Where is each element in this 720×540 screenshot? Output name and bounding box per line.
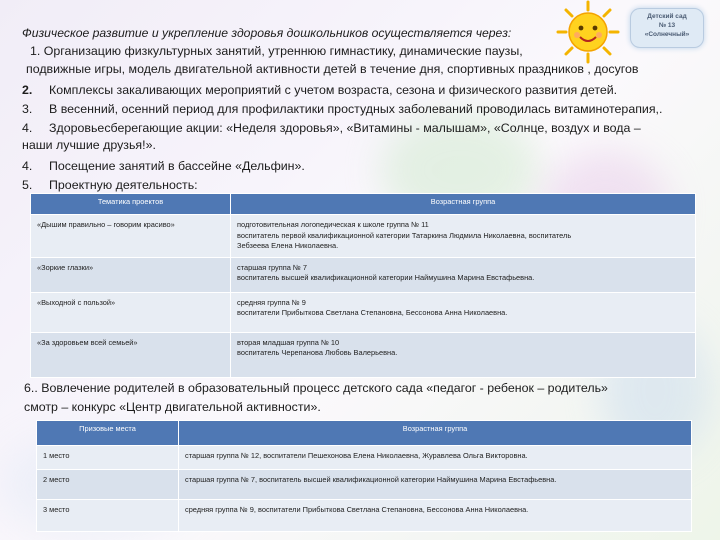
column-header: Возрастная группа xyxy=(231,194,696,215)
sun-icon xyxy=(556,0,620,64)
project-group xyxy=(231,292,696,332)
logo-line: «Солнечный» xyxy=(644,31,690,38)
table-row xyxy=(31,292,696,332)
item-text: В весенний, осенний период для профилактики простудных заболеваний проводилась витаминотерапия,. xyxy=(49,102,663,116)
item-number: 4. xyxy=(22,121,33,135)
list-item-1-cont: подвижные игры, модель двигательной активности детей в течение дня, спортивных праздников , досугов xyxy=(26,62,639,76)
list-item-6-parents: 6.. Вовлечение родителей в образовательный процесс детского сада «педагог - ребенок – родитель» xyxy=(24,381,608,395)
list-item-5 xyxy=(22,158,305,175)
group-teacher: воспитатель Черепанова Любовь Валерьевна. xyxy=(237,348,398,357)
list-item-4-cont: наши лучшие друзья!». xyxy=(22,138,156,152)
table-row xyxy=(31,215,696,258)
group-teacher: воспитатели Прибытковa Светлана Степановна, Бессонова Анна Николаевна. xyxy=(237,308,508,317)
table-header-row xyxy=(31,194,696,215)
project-topic: «Дышим правильно – говорим красиво» xyxy=(31,215,231,258)
prize-group: средняя группа № 9, воспитатели Прибыткова Светлана Степановна, Бессонова Анна Николаевна. xyxy=(179,500,692,532)
item-number: 2. xyxy=(22,83,33,97)
logo-line: Детский сад xyxy=(647,13,687,20)
prize-place: 3 место xyxy=(37,500,179,532)
table-row xyxy=(37,500,692,532)
list-item-2 xyxy=(22,82,617,99)
item-number: 4. xyxy=(22,159,33,173)
item-text: Посещение занятий в бассейне «Дельфин». xyxy=(49,159,305,173)
item-number: 5. xyxy=(22,178,33,192)
group-name: средняя группа № 9 xyxy=(237,297,306,307)
prize-group: старшая группа № 7, воспитатель высшей квалификационной категории Наймушина Марина Евстафьевна. xyxy=(179,470,692,500)
item-text: Здоровьесберегающие акции: «Неделя здоровья», «Витамины - малышам», «Солнце, воздух и вода – xyxy=(49,121,641,135)
group-teacher: воспитатель первой квалификационной категории Татаркина Людмила Николаевна, воспитатель xyxy=(237,230,572,240)
logo-badge xyxy=(630,8,704,48)
project-group xyxy=(231,215,696,258)
project-group xyxy=(231,332,696,377)
table-row xyxy=(37,446,692,470)
list-item-3 xyxy=(22,101,662,118)
table-row xyxy=(31,332,696,377)
item-text: Комплексы закаливающих мероприятий с учетом возраста, сезона и физического развития детей. xyxy=(49,83,618,97)
prize-group: старшая группа № 12, воспитатели Пешехонова Елена Николаевна, Журавлева Ольга Викторовна. xyxy=(179,446,692,470)
list-item-6 xyxy=(22,177,198,194)
table-row xyxy=(31,257,696,292)
page-title: Физическое развитие и укрепление здоровья дошкольников осуществляется через: xyxy=(22,26,512,40)
list-item-1: 1. Организацию физкультурных занятий, утреннюю гимнастику, динамические паузы, xyxy=(30,44,523,58)
group-name: старшая группа № 7 xyxy=(237,262,307,272)
project-topic: «Зоркие глазки» xyxy=(31,257,231,292)
group-teacher: Зебзеева Елена Николаевна. xyxy=(237,241,339,250)
item-number: 3. xyxy=(22,102,33,116)
prize-place: 1 место xyxy=(37,446,179,470)
column-header: Призовые места xyxy=(37,421,179,446)
column-header: Тематика проектов xyxy=(31,194,231,215)
project-topic: «Выходной с пользой» xyxy=(31,292,231,332)
prize-place: 2 место xyxy=(37,470,179,500)
column-header: Возрастная группа xyxy=(179,421,692,446)
project-group xyxy=(231,257,696,292)
logo-line: № 13 xyxy=(658,22,676,29)
item-text: Проектную деятельность: xyxy=(49,178,198,192)
table-row xyxy=(37,470,692,500)
group-name: подготовительная логопедическая к школе группа № 11 xyxy=(237,220,429,229)
projects-table xyxy=(30,193,696,378)
kindergarten-logo xyxy=(556,0,716,62)
project-topic: «За здоровьем всей семьей» xyxy=(31,332,231,377)
list-item-6-cont: смотр – конкурс «Центр двигательной активности». xyxy=(24,400,321,414)
table-header-row xyxy=(37,421,692,446)
prizes-table xyxy=(36,420,692,532)
list-item-4 xyxy=(22,120,641,137)
group-name: вторая младшая группа № 10 xyxy=(237,337,340,347)
group-teacher: воспитатель высшей квалификационной категории Наймушина Марина Евстафьевна. xyxy=(237,273,535,282)
